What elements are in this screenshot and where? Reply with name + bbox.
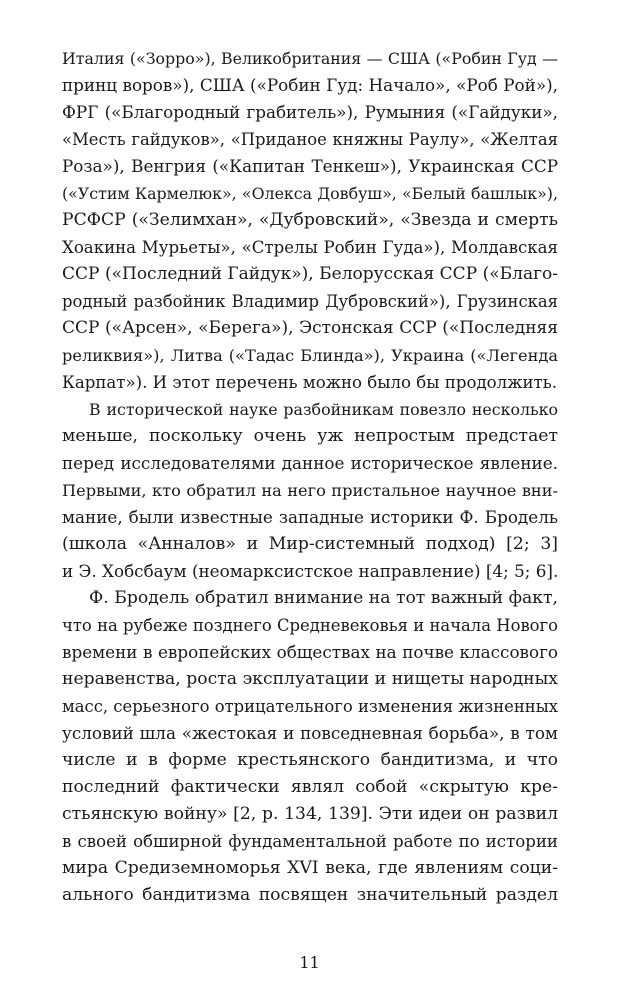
text-line: мира Средиземноморья XVI века, где явлениям соци-: [62, 858, 558, 878]
text-line: Хоакина Мурьеты», «Стрелы Робин Гуда»), Молдавская: [62, 238, 558, 257]
text-line: последний фактически являл собой «скрытую кре-: [62, 777, 558, 797]
text-line: условий шла «жестокая и повседневная борьба», в том: [62, 723, 558, 743]
text-line: В исторической науке разбойникам повезло несколько: [89, 400, 558, 419]
text-line: масс, серьезного отрицательного изменения жизненных: [62, 697, 558, 716]
text-line: Ф. Бродель обратил внимание на тот важный факт,: [89, 588, 558, 608]
text-line: числе и в форме крестьянского бандитизма, и что: [62, 750, 558, 770]
text-line: что на рубеже позднего Средневековья и начала Нового: [62, 616, 558, 635]
text-line: стьянскую войну» [2, р. 134, 139]. Эти идеи он развил: [62, 804, 558, 824]
text-line: меньше, поскольку очень уж непростым предстает: [62, 426, 558, 446]
text-line: мание, были известные западные историки Ф. Бродель: [62, 507, 558, 527]
text-line: принц воров»), США («Робин Гуд: Начало», «Роб Рой»),: [62, 75, 558, 95]
text-line: Роза»), Венгрия («Капитан Тенкеш»), Украинская ССР: [62, 156, 558, 176]
text-line: родный разбойник Владимир Дубровский»), Грузинская: [62, 292, 558, 311]
text-line: ССР («Последний Гайдук»), Белорусская ССР («Благо-: [62, 264, 558, 284]
text-line: Италия («Зорро»), Великобритания — США («Робин Гуд —: [62, 49, 558, 68]
text-line: реликвия»), Литва («Тадас Блинда»), Украина («Легенда: [62, 346, 558, 365]
text-line: Первыми, кто обратил на него пристальное научное вни-: [62, 481, 558, 500]
text-line: ФРГ («Благородный грабитель»), Румыния («Гайдуки»,: [62, 102, 558, 122]
text-line: «Месть гайдуков», «Приданое княжны Раулу», «Желтая: [62, 130, 558, 149]
text-line: перед исследователями данное историческое явление.: [62, 453, 558, 473]
text-line: времени в европейских обществах на почве классового: [62, 642, 558, 662]
text-line: РСФСР («Зелимхан», «Дубровский», «Звезда и смерть: [62, 210, 558, 230]
text-line: в своей обширной фундаментальной работе по истории: [62, 832, 558, 851]
text-line: неравенства, роста эксплуатации и нищеты народных: [62, 669, 558, 689]
page-number: 11: [299, 953, 320, 972]
body-text: [62, 45, 558, 909]
text-line: («Устим Кармелюк», «Олекса Довбуш», «Белый башлык»),: [62, 184, 558, 203]
text-line: ального бандитизма посвящен значительный раздел: [62, 885, 558, 905]
text-line: ССР («Арсен», «Берега»), Эстонская ССР («Последняя: [62, 318, 558, 338]
text-line: Карпат»). И этот перечень можно было бы продолжить.: [62, 373, 558, 392]
text-line: и Э. Хобсбаум (неомарксистское направление) [4; 5; 6].: [62, 561, 559, 581]
text-line: (школа «Анналов» и Мир-системный подход) [2; 3]: [62, 534, 558, 554]
